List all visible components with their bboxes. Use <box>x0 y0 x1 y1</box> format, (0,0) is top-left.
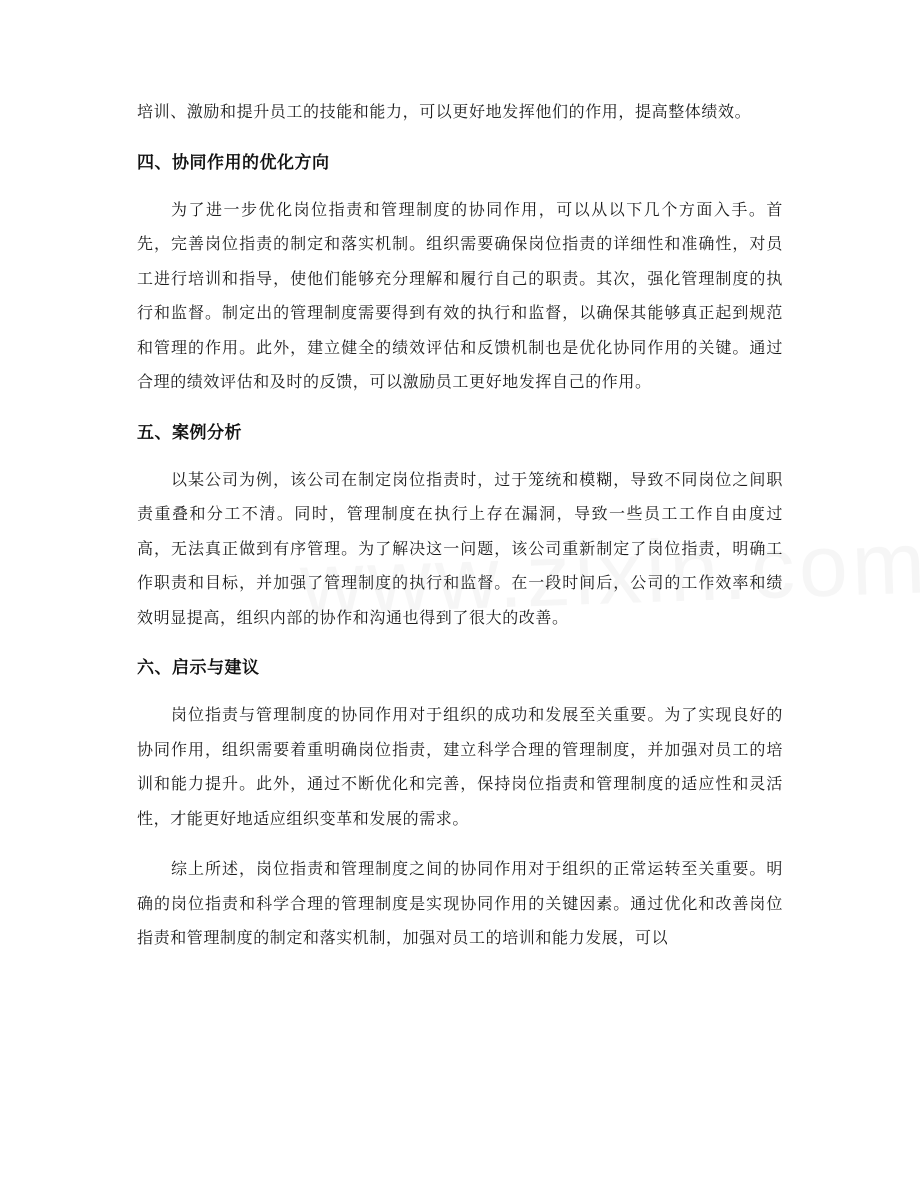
document-page <box>137 95 783 956</box>
section-4-paragraph: 为了进一步优化岗位指责和管理制度的协同作用，可以从以下几个方面入手。首先，完善岗位指责的制定和落实机制。组织需要确保岗位指责的详细性和准确性，对员工进行培训和指导，使他们能够充分理解和履行自己的职责。其次，强化管理制度的执行和监督。制定出的管理制度需要得到有效的执行和监督，以确保其能够真正起到规范和管理的作用。此外，建立健全的绩效评估和反馈机制也是优化协同作用的关键。通过合理的绩效评估和及时的反馈，可以激励员工更好地发挥自己的作用。 <box>137 199 783 391</box>
section-6-heading: 六、启示与建议 <box>137 658 260 678</box>
section-6-paragraph-2: 综上所述，岗位指责和管理制度之间的协同作用对于组织的正常运转至关重要。明确的岗位指责和科学合理的管理制度是实现协同作用的关键因素。通过优化和改善岗位指责和管理制度的制定和落实机制，加强对员工的培训和能力发展，可以 <box>137 859 783 947</box>
section-6-paragraph-1: 岗位指责与管理制度的协同作用对于组织的成功和发展至关重要。为了实现良好的协同作用，组织需要着重明确岗位指责，建立科学合理的管理制度，并加强对员工的培训和能力提升。此外，通过不断优化和完善，保持岗位指责和管理制度的适应性和灵活性，才能更好地适应组织变革和发展的需求。 <box>137 705 783 828</box>
section-5-paragraph: 以某公司为例，该公司在制定岗位指责时，过于笼统和模糊，导致不同岗位之间职责重叠和分工不清。同时，管理制度在执行上存在漏洞，导致一些员工工作自由度过高，无法真正做到有序管理。为了解决这一问题，该公司重新制定了岗位指责，明确工作职责和目标，并加强了管理制度的执行和监督。在一段时间后，公司的工作效率和绩效明显提高，组织内部的协作和沟通也得到了很大的改善。 <box>137 469 783 627</box>
intro-paragraph: 培训、激励和提升员工的技能和能力，可以更好地发挥他们的作用，提高整体绩效。 <box>137 102 752 121</box>
section-4-heading: 四、协同作用的优化方向 <box>137 152 330 173</box>
section-5-heading: 五、案例分析 <box>137 422 242 443</box>
